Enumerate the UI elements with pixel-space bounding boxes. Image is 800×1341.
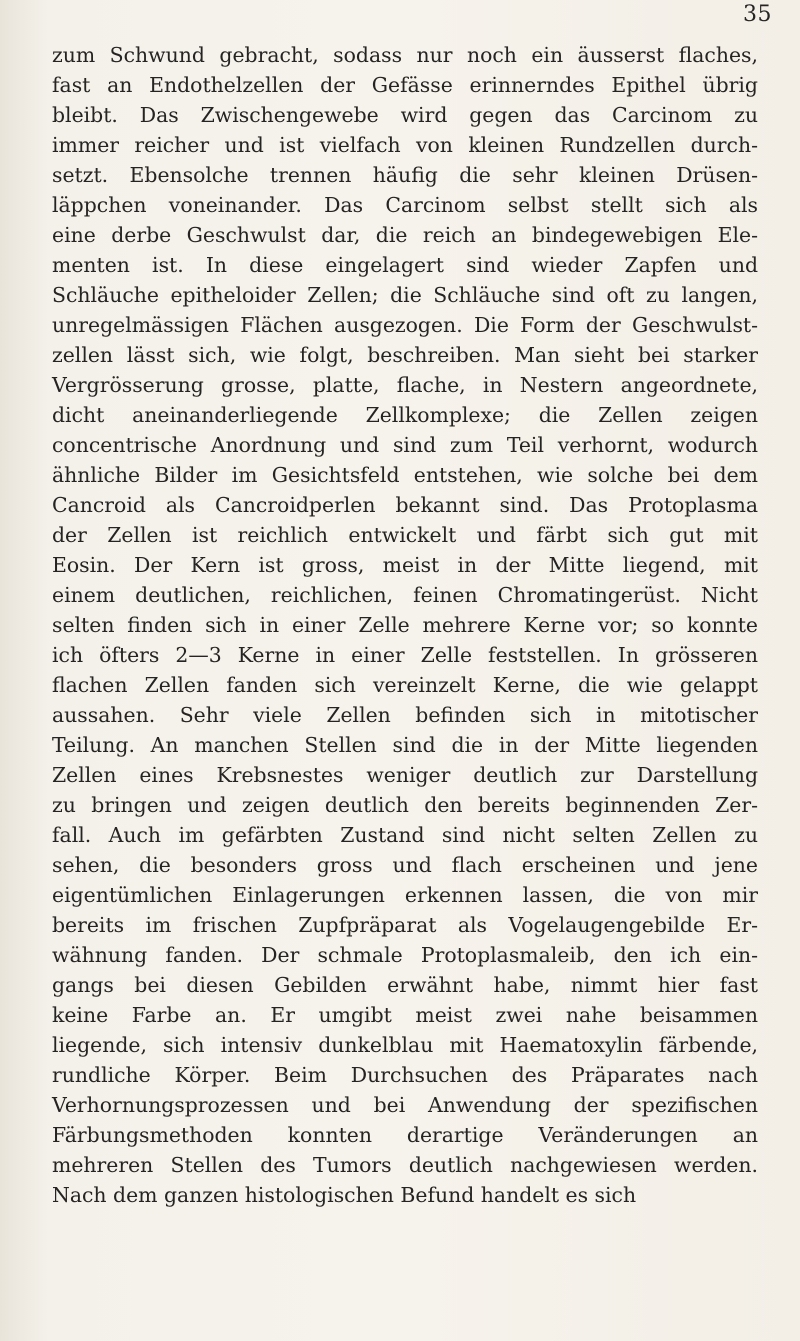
text-line: aussahen. Sehr viele Zellen befinden sich in mitotischer [52, 703, 758, 727]
text-line: Verhornungsprozessen und bei Anwendung der spezifischen [52, 1093, 758, 1117]
text-line: Färbungsmethoden konnten derartige Veränderungen an [52, 1123, 758, 1147]
page-number: 35 [743, 2, 772, 27]
text-line: einem deutlichen, reichlichen, feinen Chromatingerüst. Nicht [52, 583, 758, 607]
text-line: eigentümlichen Einlagerungen erkennen lassen, die von mir [52, 883, 758, 907]
text-line: eine derbe Geschwulst dar, die reich an bindegewebigen Ele- [52, 223, 758, 247]
text-line: Nach dem ganzen histologischen Befund handelt es sich [52, 1183, 637, 1207]
text-line: dicht aneinanderliegende Zellkomplexe; die Zellen zeigen [52, 403, 758, 427]
body-text [52, 40, 758, 1210]
text-line: der Zellen ist reichlich entwickelt und färbt sich gut mit [52, 523, 758, 547]
text-line: Cancroid als Cancroidperlen bekannt sind. Das Protoplasma [52, 493, 758, 517]
text-line: concentrische Anordnung und sind zum Teil verhornt, wodurch [52, 433, 758, 457]
text-line: wähnung fanden. Der schmale Protoplasmaleib, den ich ein- [52, 943, 758, 967]
text-line: läppchen voneinander. Das Carcinom selbst stellt sich als [52, 193, 758, 217]
text-line: fast an Endothelzellen der Gefässe erinnerndes Epithel übrig [52, 73, 758, 97]
text-line: setzt. Ebensolche trennen häufig die sehr kleinen Drüsen- [52, 163, 758, 187]
text-line: immer reicher und ist vielfach von kleinen Rundzellen durch- [52, 133, 758, 157]
text-line: menten ist. In diese eingelagert sind wieder Zapfen und [52, 253, 758, 277]
text-line: Teilung. An manchen Stellen sind die in der Mitte liegenden [52, 733, 758, 757]
text-line: Schläuche epitheloider Zellen; die Schläuche sind oft zu langen, [52, 283, 758, 307]
text-line: flachen Zellen fanden sich vereinzelt Kerne, die wie gelappt [52, 673, 758, 697]
text-line: fall. Auch im gefärbten Zustand sind nicht selten Zellen zu [52, 823, 758, 847]
text-line: mehreren Stellen des Tumors deutlich nachgewiesen werden. [52, 1153, 758, 1177]
text-line: zellen lässt sich, wie folgt, beschreiben. Man sieht bei starker [52, 343, 758, 367]
text-line: selten finden sich in einer Zelle mehrere Kerne vor; so konnte [52, 613, 758, 637]
text-line: sehen, die besonders gross und flach erscheinen und jene [52, 853, 758, 877]
text-line: ähnliche Bilder im Gesichtsfeld entstehen, wie solche bei dem [52, 463, 758, 487]
text-line: Vergrösserung grosse, platte, flache, in Nestern angeordnete, [52, 373, 758, 397]
text-line: bereits im frischen Zupfpräparat als Vogelaugengebilde Er- [52, 913, 758, 937]
text-line: gangs bei diesen Gebilden erwähnt habe, nimmt hier fast [52, 973, 758, 997]
text-line: ich öfters 2—3 Kerne in einer Zelle feststellen. In grösseren [52, 643, 758, 667]
text-line: rundliche Körper. Beim Durchsuchen des Präparates nach [52, 1063, 758, 1087]
text-line: zum Schwund gebracht, sodass nur noch ein äusserst flaches, [52, 43, 758, 67]
text-line: zu bringen und zeigen deutlich den bereits beginnenden Zer- [52, 793, 758, 817]
text-line: liegende, sich intensiv dunkelblau mit Haematoxylin färbende, [52, 1033, 758, 1057]
text-line: bleibt. Das Zwischengewebe wird gegen das Carcinom zu [52, 103, 758, 127]
text-line: Zellen eines Krebsnestes weniger deutlich zur Darstellung [52, 763, 758, 787]
text-line: keine Farbe an. Er umgibt meist zwei nahe beisammen [52, 1003, 758, 1027]
text-line: Eosin. Der Kern ist gross, meist in der Mitte liegend, mit [52, 553, 758, 577]
text-line: unregelmässigen Flächen ausgezogen. Die Form der Geschwulst- [52, 313, 758, 337]
